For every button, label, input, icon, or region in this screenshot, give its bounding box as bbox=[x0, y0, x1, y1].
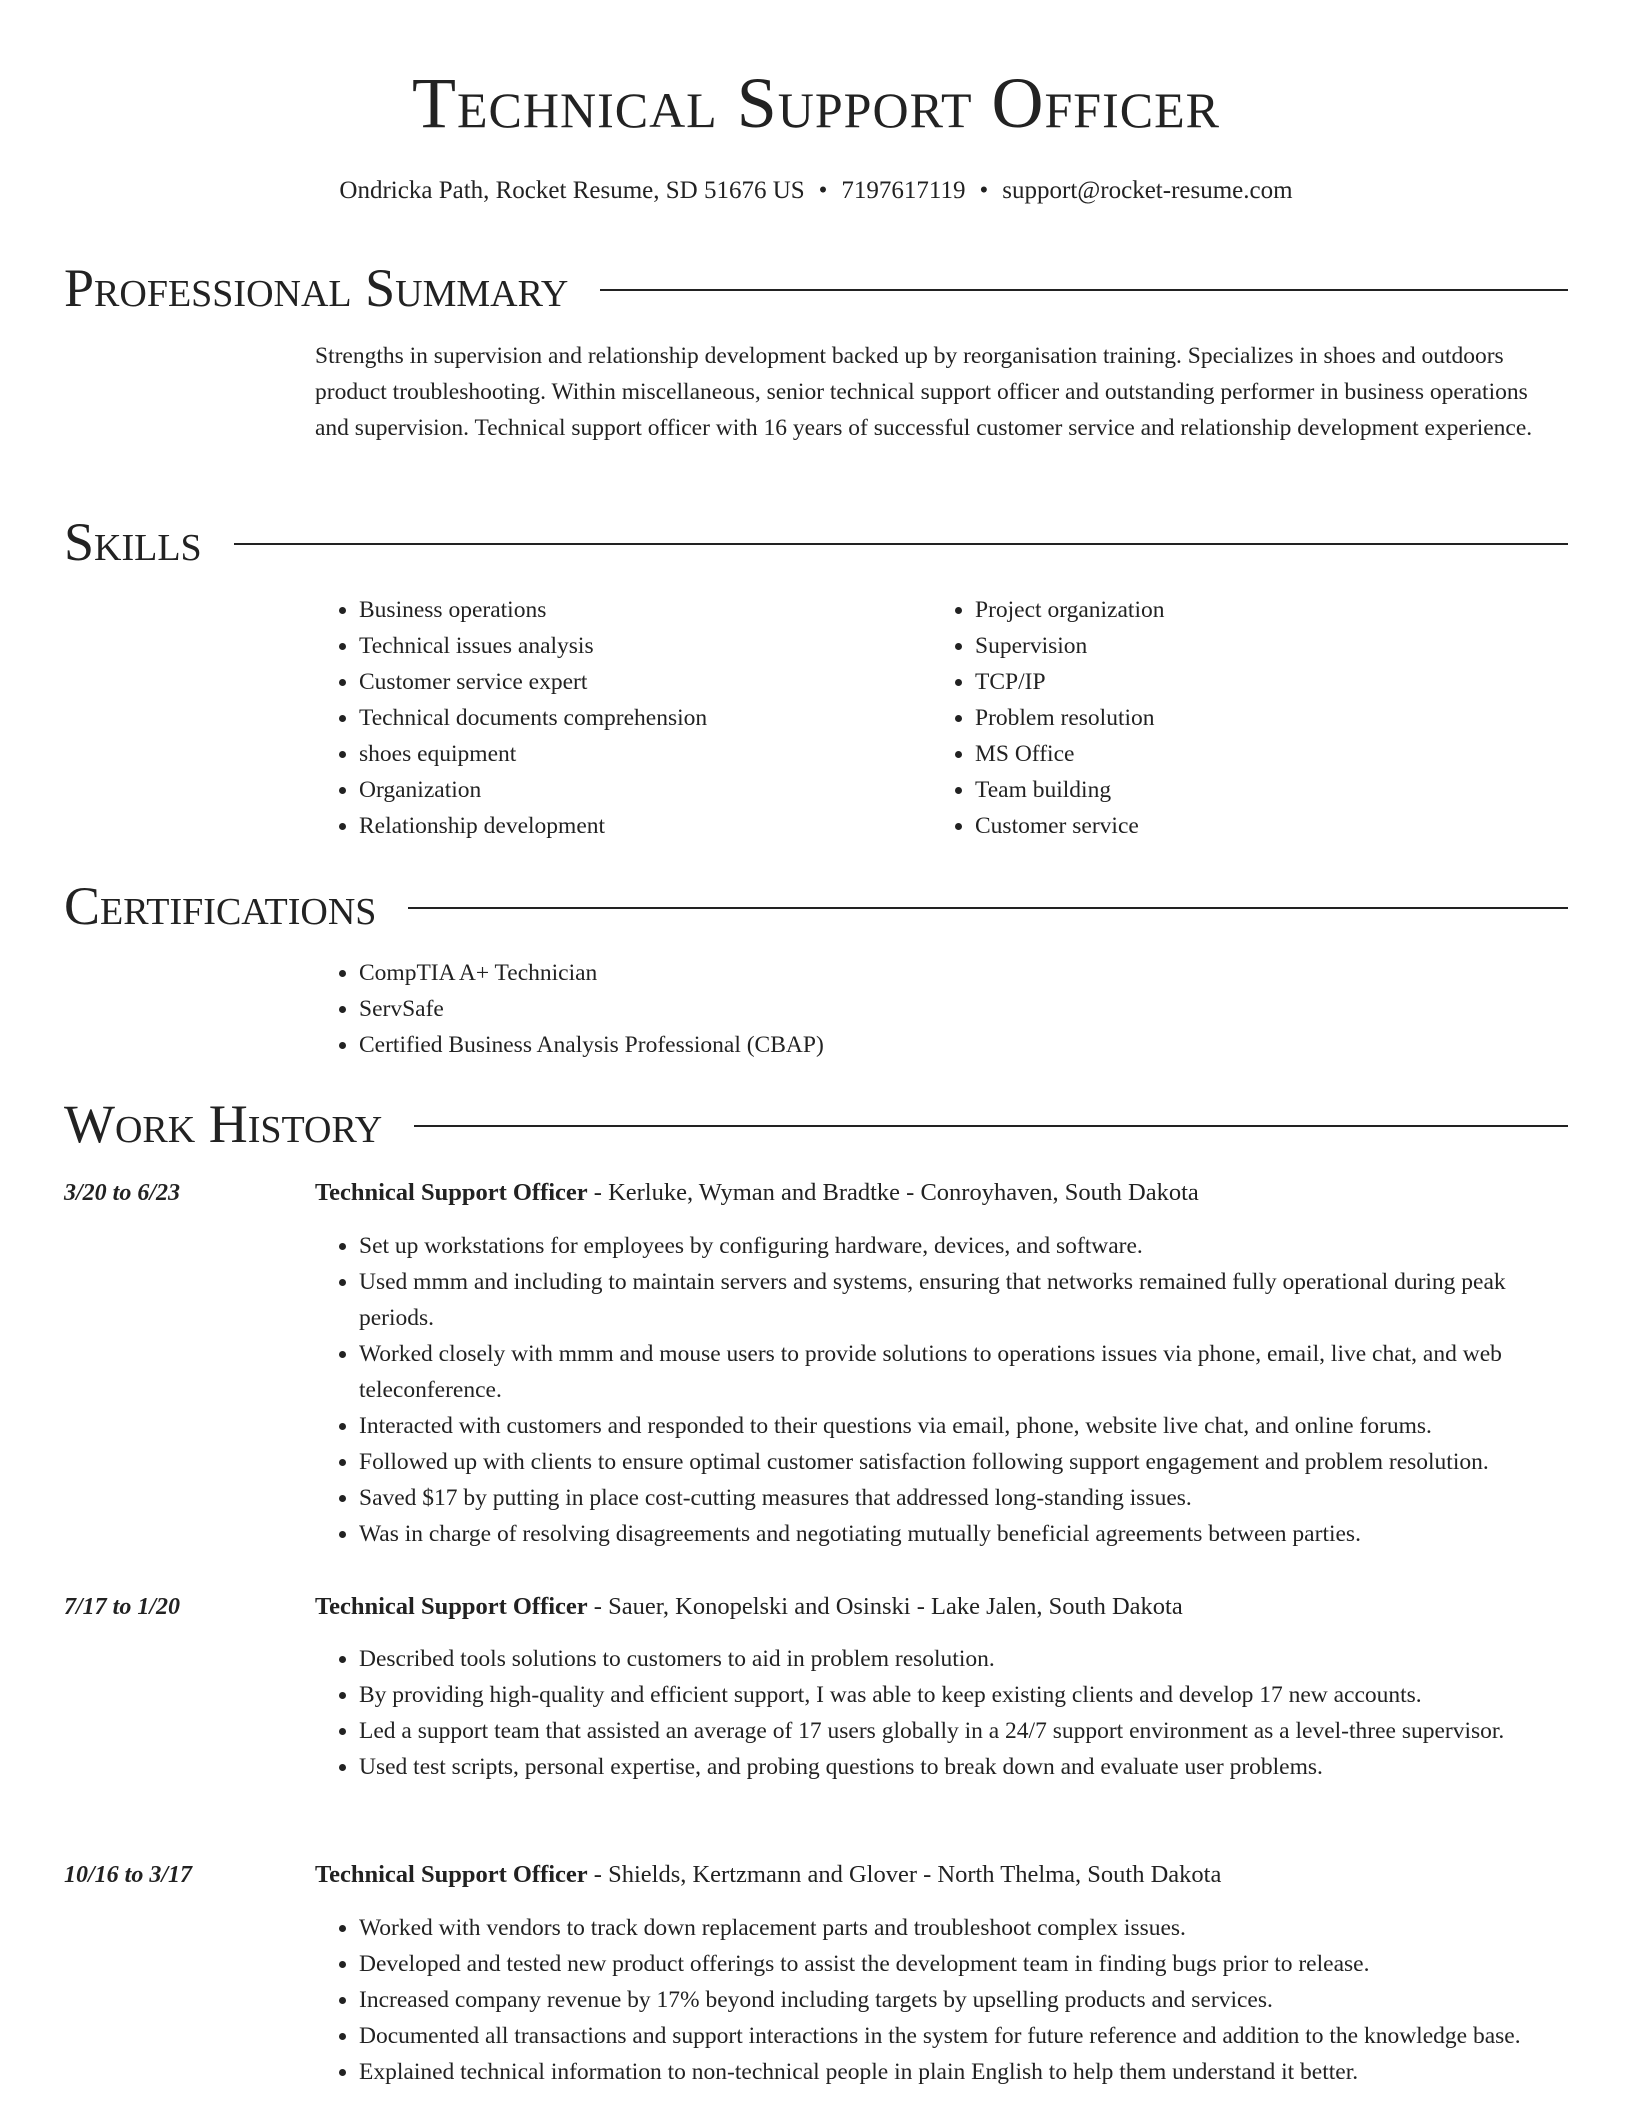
skill-item: • Customer service bbox=[975, 808, 1164, 844]
job-dates: 3/20 to 6/23 bbox=[64, 1180, 181, 1206]
contact-line bbox=[0, 174, 1632, 208]
contact-address: Ondricka Path, Rocket Resume, SD 51676 US bbox=[339, 177, 805, 204]
job-duties bbox=[315, 1910, 1585, 2090]
job-dates: 10/16 to 3/17 bbox=[64, 1862, 193, 1888]
duty-item: • Worked closely with mmm and mouse users to provide solutions to operations issues via phone, email, live chat, and web teleconference. bbox=[359, 1336, 1585, 1408]
job-employer: - Kerluke, Wyman and Bradtke - Conroyhaven, South Dakota bbox=[587, 1179, 1199, 1206]
work-history-section-header bbox=[64, 1092, 1568, 1156]
skills-right-column bbox=[931, 592, 1164, 844]
skill-item: • MS Office bbox=[975, 736, 1164, 772]
job-role: Technical Support Officer bbox=[315, 1179, 588, 1206]
certification-item: • Certified Business Analysis Professional (CBAP) bbox=[359, 1027, 824, 1063]
section-divider bbox=[234, 543, 1568, 545]
job-heading bbox=[315, 1175, 1199, 1211]
contact-phone: 7197617119 bbox=[841, 177, 966, 204]
contact-separator: • bbox=[979, 177, 989, 204]
skills-left-column bbox=[315, 592, 707, 844]
duty-item: • Followed up with clients to ensure optimal customer satisfaction following support engagement and problem resolution. bbox=[359, 1444, 1585, 1480]
job-role: Technical Support Officer bbox=[315, 1593, 588, 1620]
certifications-section-header bbox=[64, 874, 1568, 938]
certifications-title: Certifications bbox=[64, 876, 377, 936]
certification-item: • ServSafe bbox=[359, 991, 824, 1027]
skill-item: • Supervision bbox=[975, 628, 1164, 664]
section-divider bbox=[408, 907, 1568, 909]
duty-item: • Developed and tested new product offerings to assist the development team in finding bugs prior to release. bbox=[359, 1946, 1585, 1982]
job-heading bbox=[315, 1589, 1183, 1625]
skill-item: • Technical documents comprehension bbox=[359, 700, 707, 736]
job-duties bbox=[315, 1228, 1585, 1552]
job-employer: - Shields, Kertzmann and Glover - North Thelma, South Dakota bbox=[587, 1861, 1222, 1888]
skill-item: • Technical issues analysis bbox=[359, 628, 707, 664]
duty-item: • Worked with vendors to track down replacement parts and troubleshoot complex issues. bbox=[359, 1910, 1585, 1946]
skill-item: • Relationship development bbox=[359, 808, 707, 844]
duty-item: • Described tools solutions to customers to aid in problem resolution. bbox=[359, 1641, 1585, 1677]
resume-name: Technical Support Officer bbox=[411, 63, 1220, 143]
skill-item: • shoes equipment bbox=[359, 736, 707, 772]
skill-item: • Problem resolution bbox=[975, 700, 1164, 736]
skill-item: • Customer service expert bbox=[359, 664, 707, 700]
duty-item: • Used test scripts, personal expertise, and probing questions to break down and evaluate user problems. bbox=[359, 1749, 1585, 1785]
duty-item: • Documented all transactions and support interactions in the system for future reference and addition to the knowledge base. bbox=[359, 2018, 1585, 2054]
duty-item: • Increased company revenue by 17% beyond including targets by upselling products and services. bbox=[359, 1982, 1585, 2018]
job-heading bbox=[315, 1857, 1221, 1893]
duty-item: • By providing high-quality and efficient support, I was able to keep existing clients and develop 17 new accounts. bbox=[359, 1677, 1585, 1713]
duty-item: • Explained technical information to non-technical people in plain English to help them understand it better. bbox=[359, 2054, 1585, 2090]
job-duties bbox=[315, 1641, 1585, 1785]
skill-item: • Organization bbox=[359, 772, 707, 808]
duty-item: • Set up workstations for employees by configuring hardware, devices, and software. bbox=[359, 1228, 1585, 1264]
skill-item: • Team building bbox=[975, 772, 1164, 808]
contact-email: support@rocket-resume.com bbox=[1002, 177, 1293, 204]
certifications-list bbox=[315, 955, 824, 1063]
duty-item: • Saved $17 by putting in place cost-cutting measures that addressed long-standing issues. bbox=[359, 1480, 1585, 1516]
section-divider bbox=[414, 1125, 1568, 1127]
job-dates: 7/17 to 1/20 bbox=[64, 1594, 181, 1620]
duty-item: • Used mmm and including to maintain servers and systems, ensuring that networks remained fully operational during peak periods. bbox=[359, 1264, 1585, 1336]
job-role: Technical Support Officer bbox=[315, 1861, 588, 1888]
contact-separator: • bbox=[818, 177, 828, 204]
summary-section-header bbox=[64, 256, 1568, 320]
duty-item: • Led a support team that assisted an average of 17 users globally in a 24/7 support environment as a level-three supervisor. bbox=[359, 1713, 1585, 1749]
section-divider bbox=[600, 289, 1568, 291]
skills-title: Skills bbox=[64, 512, 202, 572]
job-employer: - Sauer, Konopelski and Osinski - Lake Jalen, South Dakota bbox=[587, 1593, 1183, 1620]
certification-item: • CompTIA A+ Technician bbox=[359, 955, 824, 991]
skill-item: • Business operations bbox=[359, 592, 707, 628]
skill-item: • TCP/IP bbox=[975, 664, 1164, 700]
skills-section-header bbox=[64, 510, 1568, 574]
duty-item: • Was in charge of resolving disagreements and negotiating mutually beneficial agreements between parties. bbox=[359, 1516, 1585, 1552]
skill-item: • Project organization bbox=[975, 592, 1164, 628]
work-history-title: Work History bbox=[64, 1094, 383, 1154]
summary-text: Strengths in supervision and relationship development backed up by reorganisation training. Specializes in shoes and outdoors product troubleshooting. Within miscellaneous, senior technical support officer and outstanding performer in business operations and supervision. Technical support officer with 16 years of successful customer service and relationship development experience. bbox=[315, 343, 1533, 441]
summary-title: Professional Summary bbox=[64, 258, 569, 318]
duty-item: • Interacted with customers and responded to their questions via email, phone, website live chat, and online forums. bbox=[359, 1408, 1585, 1444]
